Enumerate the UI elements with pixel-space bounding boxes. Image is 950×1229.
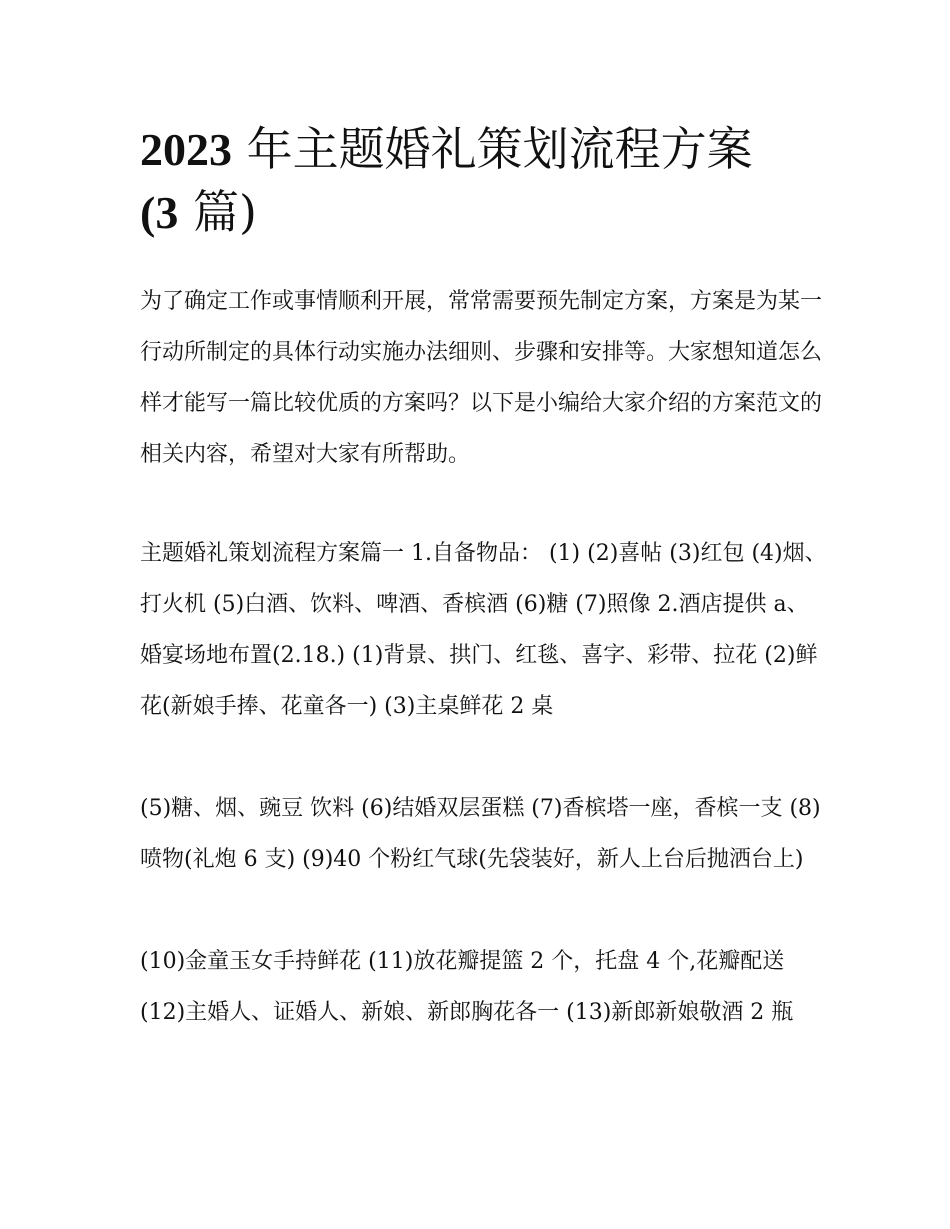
items-paragraph-3: (10)金童玉女手持鲜花 (11)放花瓣提篮 2 个，托盘 4 个,花瓣配送 (12)主婚人、证婚人、新娘、新郎胸花各一 (13)新郎新娘敬酒 2 瓶: [140, 949, 794, 1025]
title-count-suffix: 篇): [178, 185, 257, 239]
items-paragraph-2: (5)糖、烟、豌豆 饮料 (6)结婚双层蛋糕 (7)香槟塔一座，香槟一支 (8)喷物(礼炮 6 支) (9)40 个粉红气球(先袋装好，新人上台后抛洒台上): [140, 796, 821, 872]
title-text: 年主题婚礼策划流程方案: [232, 122, 753, 176]
title-count: (3: [140, 187, 179, 238]
title-year: 2023: [140, 124, 232, 175]
intro-paragraph: 为了确定工作或事情顺利开展，常常需要预先制定方案，方案是为某一行动所制定的具体行动实施办法细则、步骤和安排等。大家想知道怎么样才能写一篇比较优质的方案吗？以下是小编给大家介绍的方案范文的相关内容，希望对大家有所帮助。: [140, 289, 823, 467]
items-paragraph-1: 主题婚礼策划流程方案篇一 1.自备物品： (1) (2)喜帖 (3)红包 (4)烟、打火机 (5)白酒、饮料、啤酒、香槟酒 (6)糖 (7)照像 2.酒店提供 a、婚宴场地布置(2.18.) (1)背景、拱门、红毯、喜字、彩带、拉花 (2)鲜花(新娘手捧、花童各一) (3)主桌鲜花 2 桌: [140, 541, 827, 719]
document-title: [140, 118, 830, 244]
